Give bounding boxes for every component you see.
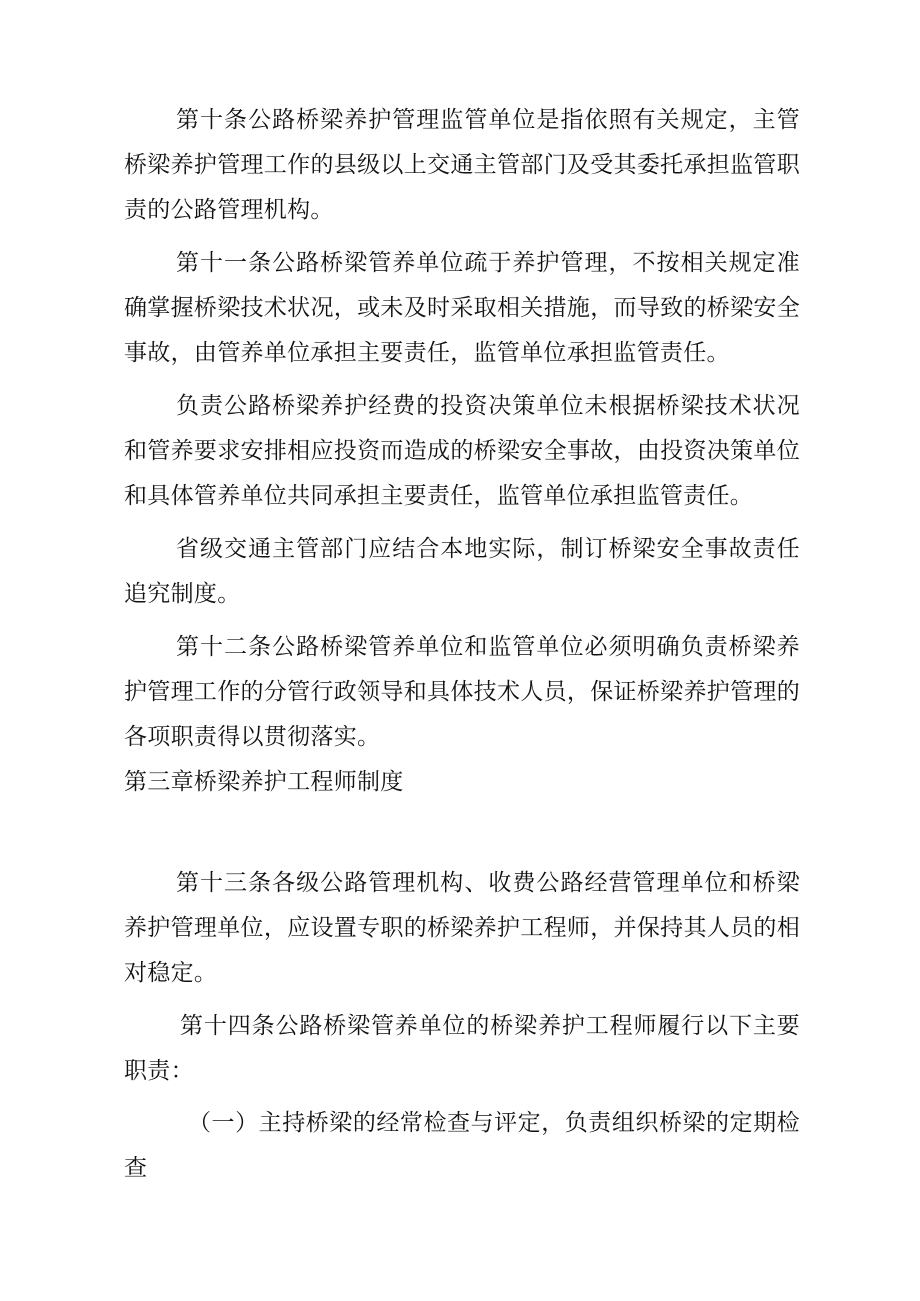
paragraph-article-14: 第十四条公路桥梁管养单位的桥梁养护工程师履行以下主要职责： bbox=[124, 1013, 800, 1084]
paragraph-article-13: 第十三条各级公路管理机构、收费公路经营管理单位和桥梁养护管理单位，应设置专职的桥梁养护工程师，并保持其人员的相对稳定。 bbox=[124, 870, 800, 986]
paragraph-article-11: 第十一条公路桥梁管养单位疏于养护管理，不按相关规定准确掌握桥梁技术状况，或未及时采取相关措施，而导致的桥梁安全事故，由管养单位承担主要责任，监管单位承担监管责任。 bbox=[124, 250, 800, 366]
paragraph-provincial-system: 省级交通主管部门应结合本地实际，制订桥梁安全事故责任追究制度。 bbox=[124, 536, 800, 607]
list-item-1: （一）主持桥梁的经常检查与评定，负责组织桥梁的定期检查 bbox=[124, 1110, 800, 1181]
paragraph-article-12: 第十二条公路桥梁管养单位和监管单位必须明确负责桥梁养护管理工作的分管行政领导和具体技术人员，保证桥梁养护管理的各项职责得以贯彻落实。 bbox=[124, 634, 800, 750]
paragraph-article-10: 第十条公路桥梁养护管理监管单位是指依照有关规定，主管桥梁养护管理工作的县级以上交通主管部门及受其委托承担监管职责的公路管理机构。 bbox=[124, 107, 800, 223]
paragraph-investment-responsibility: 负责公路桥梁养护经费的投资决策单位未根据桥梁技术状况和管养要求安排相应投资而造成的桥梁安全事故，由投资决策单位和具体管养单位共同承担主要责任，监管单位承担监管责任。 bbox=[124, 393, 800, 509]
chapter-heading: 第三章桥梁养护工程师制度 bbox=[124, 769, 404, 795]
